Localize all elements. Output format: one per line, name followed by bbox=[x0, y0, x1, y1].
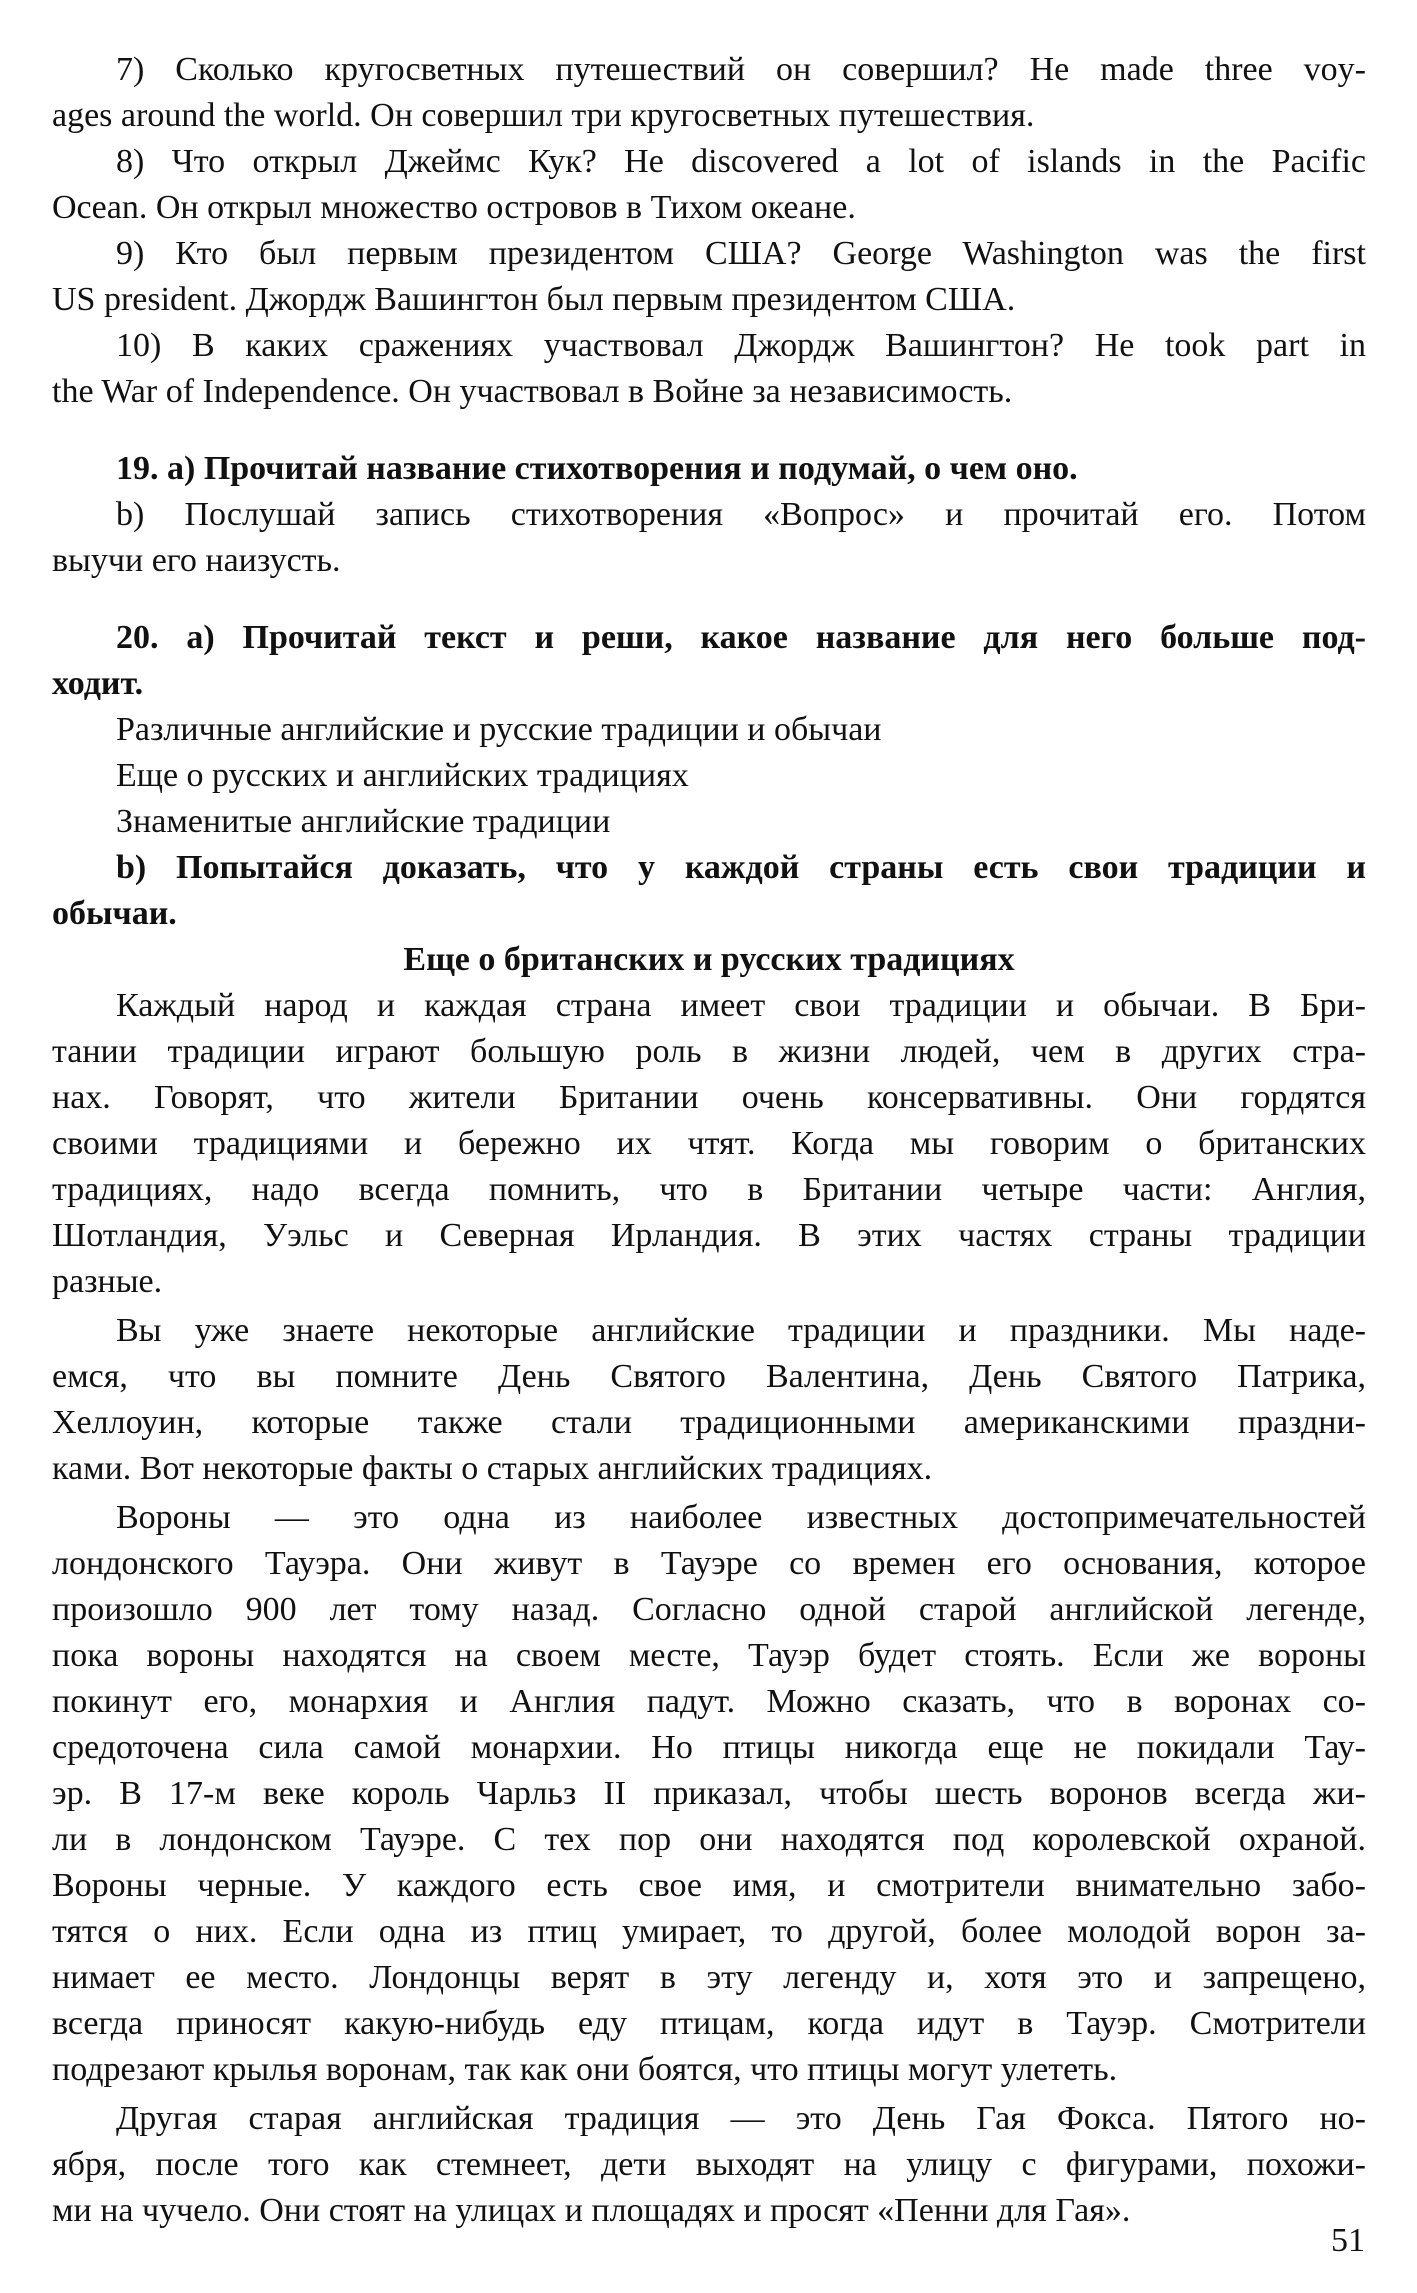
text-line: выучи его наизусть. bbox=[52, 542, 341, 579]
text-line: ходит. bbox=[52, 665, 144, 702]
text-line: нимает ее место. Лондонцы верят в эту легенду и, хотя это и запрещено, bbox=[52, 1959, 1366, 1996]
text-line: своими традициями и бережно их чтят. Когда мы говорим о британских bbox=[52, 1125, 1366, 1162]
title-option bbox=[52, 799, 1366, 845]
text-line: пока вороны находятся на своем месте, Тауэр будет стоять. Если же вороны bbox=[52, 1637, 1366, 1674]
text-line: Вороны — это одна из наиболее известных достопримечательностей bbox=[116, 1499, 1366, 1536]
text-line: Различные английские и русские традиции и обычаи bbox=[116, 711, 882, 748]
text-line: ми на чучело. Они стоят на улицах и площадях и просят «Пенни для Гая». bbox=[52, 2192, 1131, 2229]
text-line: Шотландия, Уэльс и Северная Ирландия. В этих частях страны традиции bbox=[52, 1217, 1366, 1254]
text-line: всегда приносят какую-нибудь еду птицам, когда идут в Тауэр. Смотрители bbox=[52, 2005, 1366, 2042]
text-line: ли в лондонском Тауэре. С тех пор они находятся под королевской охраной. bbox=[52, 1821, 1366, 1858]
text-line: нах. Говорят, что жители Британии очень консервативны. Они гордятся bbox=[52, 1079, 1366, 1116]
text-line: US president. Джордж Вашингтон был первым президентом США. bbox=[52, 281, 1016, 318]
text-line: b) Попытайся доказать, что у каждой страны есть свои традиции и bbox=[116, 849, 1366, 886]
paragraph bbox=[52, 139, 1366, 231]
text-line: Каждый народ и каждая страна имеет свои традиции и обычаи. В Бри- bbox=[116, 987, 1366, 1024]
paragraph bbox=[52, 492, 1366, 584]
text-line: b) Послушай запись стихотворения «Вопрос» и прочитай его. Потом bbox=[116, 496, 1366, 533]
text-line: 7) Сколько кругосветных путешествий он совершил? He made three voy- bbox=[116, 51, 1366, 88]
text-line: обычаи. bbox=[52, 895, 177, 932]
text-line: Хеллоуин, которые также стали традиционными американскими праздни- bbox=[52, 1404, 1366, 1441]
text-line: подрезают крылья воронам, так как они боятся, что птицы могут улететь. bbox=[52, 2051, 1118, 2088]
text-line: тятся о них. Если одна из птиц умирает, то другой, более молодой ворон за- bbox=[52, 1913, 1366, 1950]
text-line: Вы уже знаете некоторые английские традиции и праздники. Мы наде- bbox=[116, 1312, 1366, 1349]
text-line: емся, что вы помните День Святого Валентина, День Святого Патрика, bbox=[52, 1358, 1366, 1395]
text-line: ками. Вот некоторые факты о старых английских традициях. bbox=[52, 1450, 933, 1487]
title-option bbox=[52, 753, 1366, 799]
paragraph bbox=[52, 1495, 1366, 2093]
text-line: разные. bbox=[52, 1263, 163, 1300]
text-line: 10) В каких сражениях участвовал Джордж Вашингтон? He took part in bbox=[116, 327, 1366, 364]
text-line: Еще о русских и английских традициях bbox=[116, 757, 689, 794]
text-line: 20. а) Прочитай текст и реши, какое название для него больше под- bbox=[116, 619, 1366, 656]
paragraph bbox=[52, 1308, 1366, 1492]
title-option bbox=[52, 707, 1366, 753]
page-number: 51 bbox=[1331, 2222, 1365, 2259]
paragraph bbox=[52, 323, 1366, 415]
exercise-heading bbox=[52, 845, 1366, 937]
text-line: Еще о британских и русских традициях bbox=[403, 941, 1015, 978]
text-line: покинут его, монархия и Англия падут. Можно сказать, что в воронах со- bbox=[52, 1683, 1366, 1720]
text-line: Знаменитые английские традиции bbox=[116, 803, 611, 840]
text-line: 19. а) Прочитай название стихотворения и подумай, о чем оно. bbox=[116, 450, 1078, 487]
paragraph bbox=[52, 983, 1366, 1305]
exercise-heading bbox=[52, 446, 1366, 492]
text-line: лондонского Тауэра. Они живут в Тауэре со времен его основания, которое bbox=[52, 1545, 1366, 1582]
text-line: тании традиции играют большую роль в жизни людей, чем в других стра- bbox=[52, 1033, 1366, 1070]
text-line: ages around the world. Он совершил три кругосветных путешествия. bbox=[52, 97, 1035, 134]
text-line: средоточена сила самой монархии. Но птицы никогда еще не покидали Тау- bbox=[52, 1729, 1366, 1766]
exercise-heading bbox=[52, 615, 1366, 707]
text-line: Вороны черные. У каждого есть свое имя, и смотрители внимательно забо- bbox=[52, 1867, 1366, 1904]
text-line: 8) Что открыл Джеймс Кук? He discovered a lot of islands in the Pacific bbox=[116, 143, 1366, 180]
text-line: 9) Кто был первым президентом США? George Washington was the first bbox=[116, 235, 1366, 272]
paragraph bbox=[52, 47, 1366, 139]
text-line: Ocean. Он открыл множество островов в Тихом океане. bbox=[52, 189, 856, 226]
text-line: произошло 900 лет тому назад. Согласно одной старой английской легенде, bbox=[52, 1591, 1366, 1628]
text-line: традициях, надо всегда помнить, что в Британии четыре части: Англия, bbox=[52, 1171, 1366, 1208]
section-title bbox=[52, 937, 1366, 983]
text-line: ября, после того как стемнеет, дети выходят на улицу с фигурами, похожи- bbox=[52, 2146, 1366, 2183]
paragraph bbox=[52, 231, 1366, 323]
text-line: the War of Independence. Он участвовал в Войне за независимость. bbox=[52, 373, 1013, 410]
page-body bbox=[52, 47, 1366, 2234]
text-line: Другая старая английская традиция — это День Гая Фокса. Пятого но- bbox=[116, 2100, 1366, 2137]
paragraph bbox=[52, 2096, 1366, 2234]
text-line: эр. В 17-м веке король Чарльз II приказал, чтобы шесть воронов всегда жи- bbox=[52, 1775, 1366, 1812]
